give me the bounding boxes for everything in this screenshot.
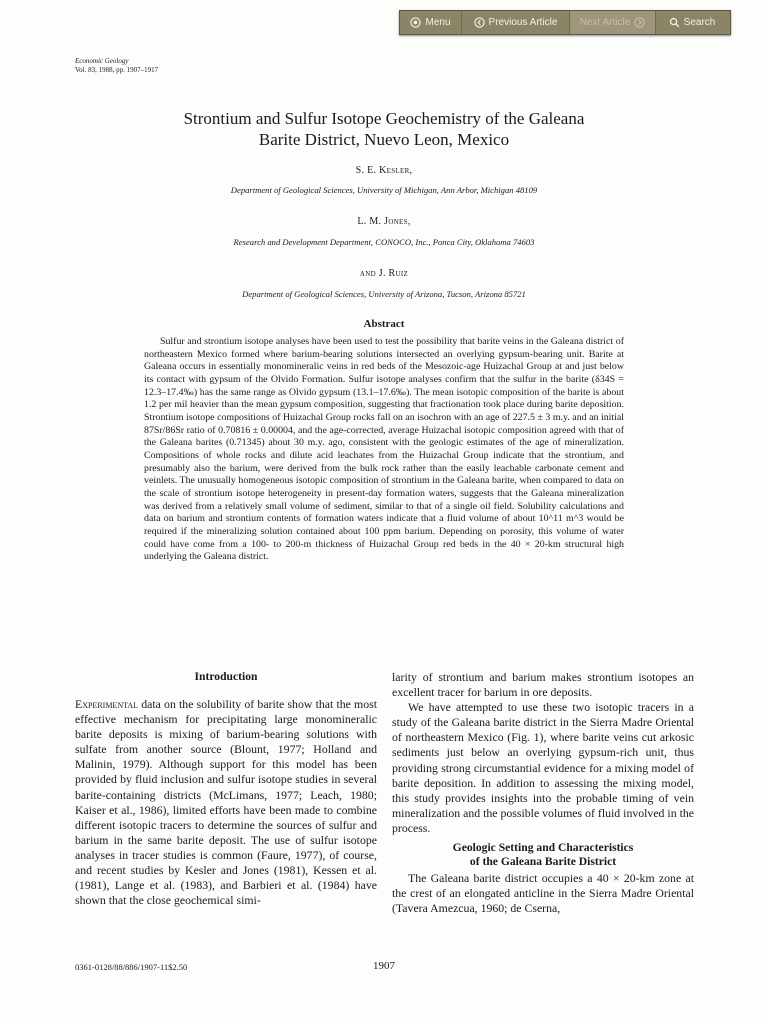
heading-line-1: Geologic Setting and Characteristics [452,841,634,855]
journal-name: Economic Geology [75,57,129,65]
previous-article-button[interactable] [462,11,570,34]
affiliation-3: Department of Geological Sciences, University of Arizona, Tucson, Arizona 85721 [242,289,526,299]
menu-icon [410,17,421,28]
previous-article-label: Previous Article [488,17,558,28]
geologic-setting-heading [392,841,694,869]
abstract-heading: Abstract [363,318,405,330]
author-3: and J. Ruiz [359,268,409,279]
introduction-heading: Introduction [194,670,258,683]
page-number: 1907 [373,960,395,972]
author-2: L. M. Jones, [357,216,411,227]
article-title [110,108,658,150]
next-arrow-icon [634,17,645,28]
left-column [75,670,377,908]
affiliation-1: Department of Geological Sciences, University of Michigan, Ann Arbor, Michigan 48109 [230,185,538,195]
right-paragraph-1: larity of strontium and barium makes strontium isotopes an excellent tracer for barium in ore deposits. [392,670,694,700]
search-button[interactable] [656,11,728,34]
menu-button[interactable] [400,11,462,34]
search-icon [669,17,680,28]
search-label: Search [683,17,716,28]
author-1: S. E. Kesler, [355,165,413,176]
introduction-text: data on the solubility of barite show that the most effective mechanism for precipitating large monomineralic barite deposits is mixing of barium-bearing solutions with sulfate from another source (Blount, 1977; Holland and Malinin, 1979). Although support for this model has been provided by fluid inclusion and sulfur isotope studies in several barite-containing districts (McLimans, 1977; Leach, 1980; Kaiser et al., 1986), limited efforts have been made to combine different isotopic tracers to determine the sources of sulfur and barium in the same barite deposit. The use of sulfur isotope analyses in tracer studies is common (Faure, 1977), of course, and recent studies by Kesler and Jones (1981), Kessen et al. (1981), Lange et al. (1983), and Barbieri et al. (1984) have shown that the close geochemical simi- [75,697,377,908]
introduction-paragraph [75,697,377,908]
next-article-label: Next Article [579,17,631,28]
abstract-text: Sulfur and strontium isotope analyses have been used to test the possibility that barite veins in the Galeana district of northeastern Mexico formed where barium-bearing solutions intersected an overlying gypsum-bearing unit. Barite at Galeana occurs in essentially monomineralic veins in red beds of the Mesozoic-age Huizachal Group at and just below its contact with gypsum of the Olvido Formation. Sulfur isotope analyses confirm that the sulfur in the barite (δ34S = 12.3–17.4‰) has the same range as Olvido gypsum (13.1–17.6‰). The mean isotopic composition of the barite is about 1.2 per mil heavier than the mean gypsum composition, suggesting that fractionation took place during barite deposition. Strontium isotope compositions of Huizachal Group rocks fall on an isochron with an age of 227.5 ± 3 m.y. and an initial 87Sr/86Sr ratio of 0.70816 ± 0.00004, and the age-corrected, average Huizachal isotopic composition agreed with that of the Galeana barites (0.71345) about 30 m.y. ago, consistent with the geologic estimates of the age of mineralization. Compositions of whole rocks and dilute acid leachates from the Huizachal Group indicate that the strontium, and presumably also the barium, were derived from the bulk rock rather than the easily leachable carbonate cement and veinlets. The unusually homogeneous isotopic composition of strontium in the Galeana barite, when compared to data on the scale of strontium isotope heterogeneity in present-day formation waters, suggests that the Galeana mineralization was derived from a relatively small volume of sediment, similar to that of a single oil field. Solubility calculations and data on barium and strontium contents of formation waters indicate that a fluid volume of about 10^11 m^3 would be required if the mineralizing solution contained about 100 ppm barium. Depending on porosity, this volume of water could have come from a 100- to 200-m thickness of Huizachal Group red beds in the 40 × 20-km structural high underlying the Galeana district. [144,336,624,563]
right-paragraph-2: We have attempted to use these two isotopic tracers in a study of the Galeana barite district in the Sierra Madre Oriental of northeastern Mexico (Fig. 1), where barite veins cut arkosic sediments just below an overlying gypsum-rich unit, thus providing strong circumstantial evidence for a mixing model of barite deposition. In addition to assessing the mixing model, this study provides insights into the probable timing of vein mineralization and the possible volumes of fluid involved in the process. [392,700,694,835]
abstract-body [144,336,624,564]
affiliation-2: Research and Development Department, CONOCO, Inc., Ponca City, Oklahoma 74603 [233,237,535,247]
lead-word: Experimental [75,697,139,711]
previous-arrow-icon [474,17,485,28]
journal-citation [75,57,158,74]
journal-volume: Vol. 83, 1988, pp. 1907–1917 [75,65,159,74]
right-column [392,670,694,916]
footer-code: 0361-0128/88/886/1907-11$2.50 [75,962,188,972]
title-line-2: Barite District, Nuevo Leon, Mexico [258,130,510,149]
heading-line-2: of the Galeana Barite District [469,855,617,869]
right-paragraph-3: The Galeana barite district occupies a 40 × 20-km zone at the crest of an elongated anticline in the Sierra Madre Oriental (Tavera Amezcua, 1960; de Cserna, [392,871,694,916]
next-article-button[interactable] [570,11,656,34]
menu-label: Menu [425,17,451,28]
viewer-toolbar [399,10,731,35]
title-line-1: Strontium and Sulfur Isotope Geochemistry of the Galeana [183,109,585,128]
